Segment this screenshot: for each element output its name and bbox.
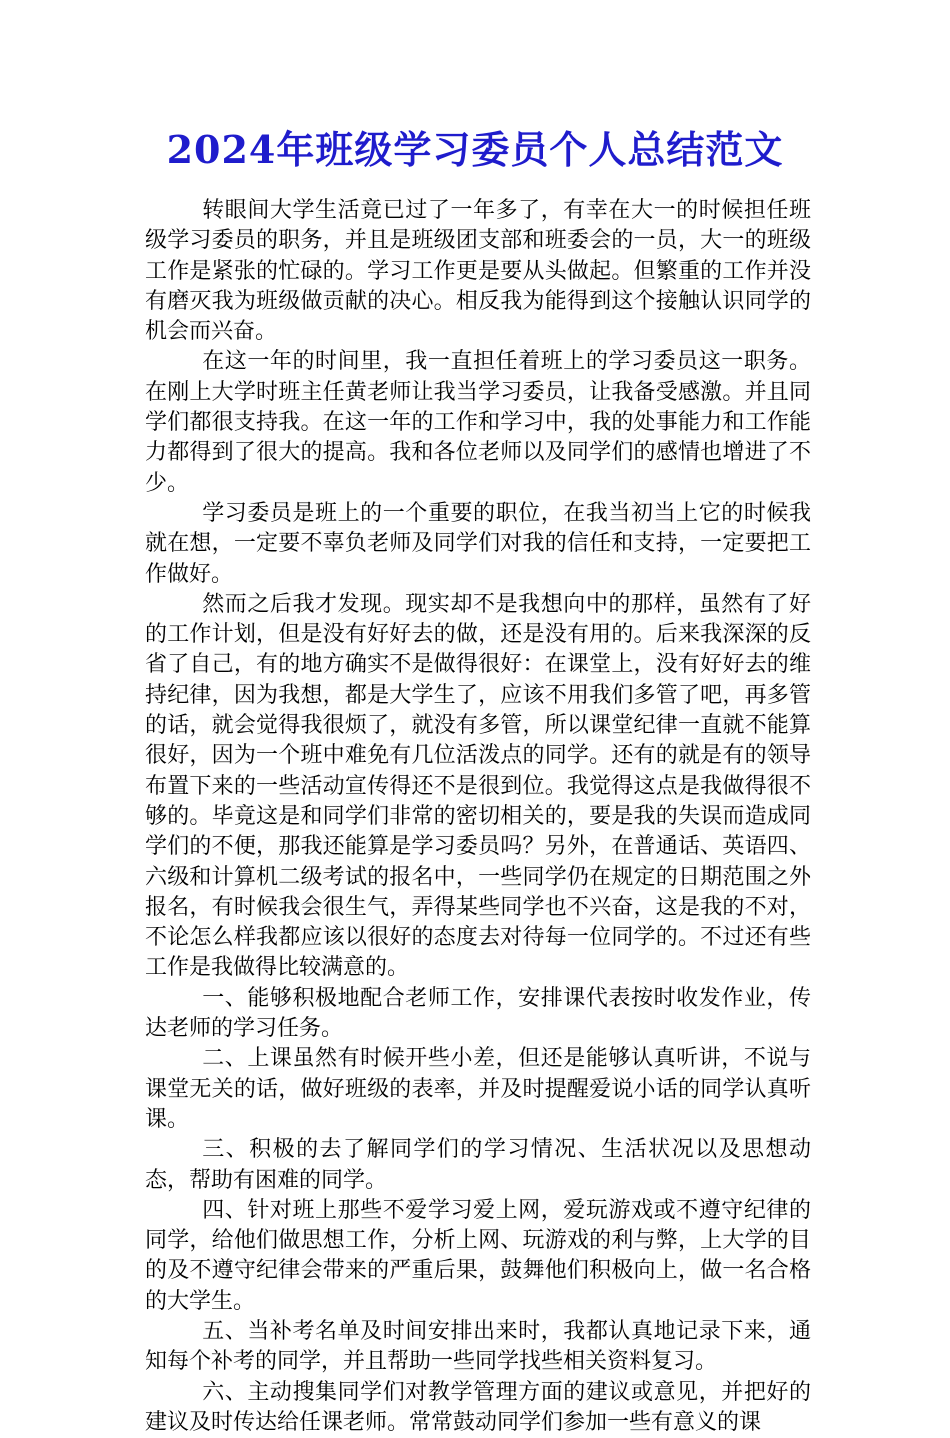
document-body [145, 196, 811, 1438]
paragraph-2: 在这一年的时间里，我一直担任着班上的学习委员这一职务。在刚上大学时班主任黄老师让我当学习委员，让我备受感激。并且同学们都很支持我。在这一年的工作和学习中，我的处事能力和工作能力都得到了很大的提高。我和各位老师以及同学们的感情也增进了不少。 [145, 349, 811, 496]
paragraph-8: 四、针对班上那些不爱学习爱上网，爱玩游戏或不遵守纪律的同学，给他们做思想工作，分析上网、玩游戏的利与弊，上大学的目的及不遵守纪律会带来的严重后果，鼓舞他们积极向上，做一名合格的大学生。 [145, 1197, 811, 1314]
paragraph-1: 转眼间大学生活竟已过了一年多了，有幸在大一的时候担任班级学习委员的职务，并且是班级团支部和班委会的一员，大一的班级工作是紧张的忙碌的。学习工作更是要从头做起。但繁重的工作并没有磨灭我为班级做贡献的决心。相反我为能得到这个接触认识同学的机会而兴奋。 [145, 198, 811, 345]
paragraph-10: 六、主动搜集同学们对教学管理方面的建议或意见，并把好的建议及时传达给任课老师。常常鼓动同学们参加一些有意义的课 [145, 1379, 811, 1435]
paragraph-9: 五、当补考名单及时间安排出来时，我都认真地记录下来，通知每个补考的同学，并且帮助一些同学找些相关资料复习。 [145, 1318, 811, 1375]
paragraph-5: 一、能够积极地配合老师工作，安排课代表按时收发作业，传达老师的学习任务。 [145, 985, 811, 1042]
paragraph-4: 然而之后我才发现。现实却不是我想向中的那样，虽然有了好的工作计划，但是没有好好去的做，还是没有用的。后来我深深的反省了自己，有的地方确实不是做得很好：在课堂上，没有好好去的维持纪律，因为我想，都是大学生了，应该不用我们多管了吧，再多管的话，就会觉得我很烦了，就没有多管，所以课堂纪律一直就不能算很好，因为一个班中难免有几位活泼点的同学。还有的就是有的领导布置下来的一些活动宣传得还不是很到位。我觉得这点是我做得很不够的。毕竟这是和同学们非常的密切相关的，要是我的失误而造成同学们的不便，那我还能算是学习委员吗？另外，在普通话、英语四、六级和计算机二级考试的报名中，一些同学仍在规定的日期范围之外报名，有时候我会很生气，弄得某些同学也不兴奋，这是我的不对，不论怎么样我都应该以很好的态度去对待每一位同学的。不过还有些工作是我做得比较满意的。 [145, 591, 811, 981]
document-title: 2024年班级学习委员个人总结范文 [166, 127, 784, 172]
paragraph-6: 二、上课虽然有时候开些小差，但还是能够认真听讲，不说与课堂无关的话，做好班级的表率，并及时提醒爱说小话的同学认真听课。 [145, 1046, 811, 1132]
paragraph-3: 学习委员是班上的一个重要的职位，在我当初当上它的时候我就在想，一定要不辜负老师及同学们对我的信任和支持，一定要把工作做好。 [145, 500, 811, 587]
paragraph-7: 三、积极的去了解同学们的学习情况、生活状况以及思想动态，帮助有困难的同学。 [145, 1137, 811, 1193]
